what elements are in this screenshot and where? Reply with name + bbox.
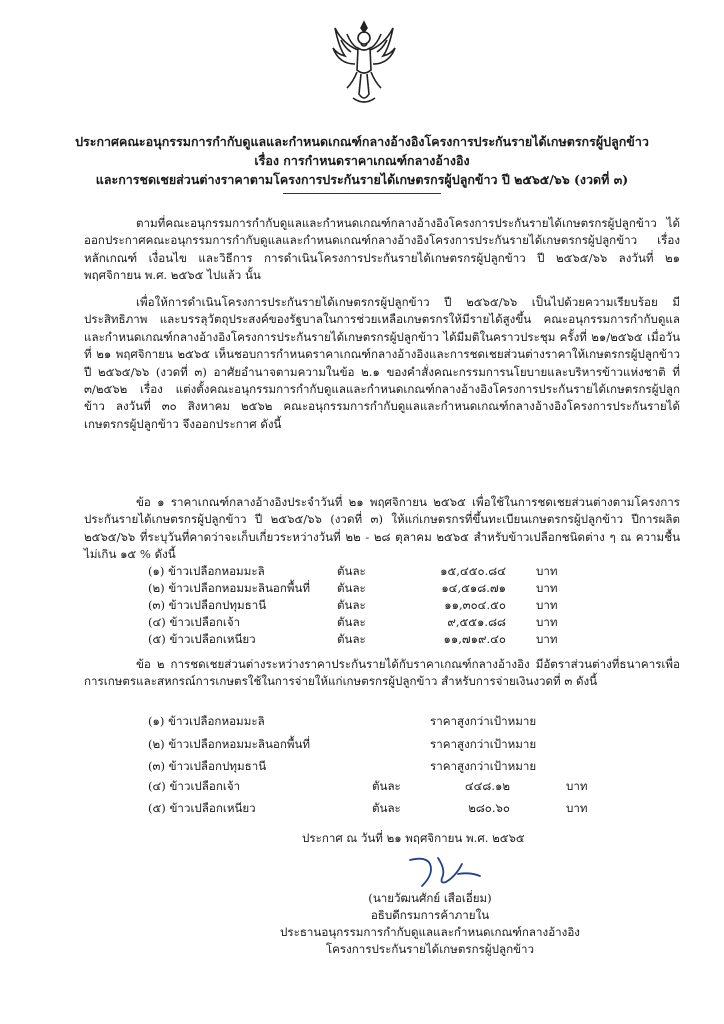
garuda-emblem-icon	[331, 18, 397, 108]
announcement-date: ประกาศ ณ วันที่ ๒๑ พฤศจิกายน พ.ศ. ๒๕๖๕	[302, 831, 525, 845]
title-line-1: ประกาศคณะอนุกรรมการกำกับดูแลและกำหนดเกณฑ์กลางอ้างอิงโครงการประกันรายได้เกษตรกรผู้ปลูกข้าว	[75, 134, 649, 149]
title-line-2: เรื่อง การกำหนดราคาเกณฑ์กลางอ้างอิง	[254, 153, 470, 168]
signature-icon	[400, 852, 490, 892]
paragraph-clause-2: ข้อ ๒ การชดเชยส่วนต่างระหว่างราคาประกันรายได้กับราคาเกณฑ์กลางอ้างอิง มีอัตราส่วนต่างที่ธนาคารเพื่อการเกษตรและสหกรณ์การเกษตรใช้ในการจ่ายให้แก่เกษตรกรผู้ปลูกข้าว สำหรับการจ่ายเงินงวดที่ ๓ ดังนี้	[84, 657, 680, 689]
title-line-3: และการชดเชยส่วนต่างราคาตามโครงการประกันรายได้เกษตรกรผู้ปลูกข้าว ปี ๒๕๖๕/๖๖ (งวดที่ ๓)	[95, 172, 629, 187]
signer-name: (นายวัฒนศักย์ เสือเอี่ยม)	[368, 891, 492, 905]
title-divider	[283, 193, 441, 194]
signer-position-1: อธิบดีกรมการค้าภายใน	[370, 908, 490, 922]
signer-position-3: โครงการประกันรายได้เกษตรกรผู้ปลูกข้าว	[325, 942, 535, 956]
signer-position-2: ประธานอนุกรรมการกำกับดูแลและกำหนดเกณฑ์กลางอ้างอิง	[280, 925, 580, 939]
announcement-page: ประกาศคณะอนุกรรมการกำกับดูแลและกำหนดเกณฑ์กลางอ้างอิงโครงการประกันรายได้เกษตรกรผู้ปลูกข้าว เรื่อง การกำหนดราคาเกณฑ์กลางอ้างอิง และการชดเชยส่วนต่างราคาตามโครงการประกันรายได้เกษตรกรผู้ปลูกข้าว ปี ๒๕๖๕/๖๖ (งวดที่ ๓) ตามที่คณะอนุกรรมการกำกับดูแลและกำหนดเกณฑ์กลางอ้างอิงโครงการประกันรายได้เกษตรกรผู้ปลูกข้าว ได้ออกประกาศคณะอนุกรรมการกำกับดูแลและกำหนดเกณฑ์กลางอ้างอิงโครงการประกันรายได้เกษตรกรผู้ปลูกข้าว เรื่อง หลักเกณฑ์ เงื่อนไข และวิธีการ การดำเนินโครงการประกันรายได้เกษตรกรผู้ปลูกข้าว ปี ๒๕๖๕/๖๖ ลงวันที่ ๒๑ พฤศจิกายน พ.ศ. ๒๕๖๕ ไปแล้ว นั้น เพื่อให้การดำเนินโครงการประกันรายได้เกษตรกรผู้ปลูกข้าว ปี ๒๕๖๕/๖๖ เป็นไปด้วยความเรียบร้อย มีประสิทธิภาพ และบรรลุวัตถุประสงค์ของรัฐบาลในการช่วยเหลือเกษตรกรให้มีรายได้สูงขึ้น คณะอนุกรรมการกำกับดูแลและกำหนดเกณฑ์กลางอ้างอิงโครงการประกันรายได้เกษตรกรผู้ปลูกข้าว ได้มีมติในคราวประชุม ครั้งที่ ๒๑/๒๕๖๕ เมื่อวันที่ ๒๑ พฤศจิกายน ๒๕๖๕ เห็นชอบการกำหนดราคาเกณฑ์กลางอ้างอิงและการชดเชยส่วนต่างราคาให้เกษตรกรผู้ปลูกข้าว ปี ๒๕๖๕/๖๖ (งวดที่ ๓) อาศัยอำนาจตามความในข้อ ๒.๑ ของคำสั่งคณะกรรมการนโยบายและบริหารข้าวแห่งชาติ ที่ ๓/๒๕๖๒ เรื่อง แต่งตั้งคณะอนุกรรมการกำกับดูแลและกำหนดเกณฑ์กลางอ้างอิงโครงการประกันรายได้เกษตรกรผู้ปลูกข้าว ลงวันที่ ๓๐ สิงหาคม ๒๕๖๒ คณะอนุกรรมการกำกับดูแลและกำหนดเกณฑ์กลางอ้างอิงโครงการประกันรายได้เกษตรกรผู้ปลูกข้าว จึงออกประกาศ ดังนี้ ข้อ ๑ ราคาเกณฑ์กลางอ้างอิงประจำวันที่ ๒๑ พฤศจิกายน ๒๕๖๕ เพื่อใช้ในการชดเชยส่วนต่างตามโครงการประกันรายได้เกษตรกรผู้ปลูกข้าว ปี ๒๕๖๕/๖๖ (งวดที่ ๓) ให้แก่เกษตรกรที่ขึ้นทะเบียนเกษตรกรผู้ปลูกข้าว ปีการผลิต ๒๕๖๕/๖๖ ที่ระบุวันที่คาดว่าจะเก็บเกี่ยวระหว่างวันที่ ๒๒ - ๒๘ ตุลาคม ๒๕๖๕ สำหรับข้าวเปลือกชนิดต่าง ๆ ณ ความชื้นไม่เกิน ๑๕ % ดังนี้ (๑) ข้าวเปลือกหอมมะลิ ตันละ ๑๕,๔๕๐.๘๔ บาท (๒) ข้าวเปลือกหอมมะลินอกพื้นที่ ตันละ ๑๔,๕๑๘.๗๑ บาท (๓) ข้าวเปลือกปทุมธานี ตันละ ๑๑,๓๐๔.๕๐ บาท (๔) ข้าวเปลือกเจ้า ตันละ ๙,๕๕๑.๘๘ บาท (๕) ข้าวเปลือกเหนียว ตันละ ๑๑,๗๑๙.๔๐ บาท ข้อ ๒ การชดเชยส่วนต่างระหว่างราคาประกันรายได้กับราคาเกณฑ์กลางอ้างอิง มีอัตราส่วนต่างที่ธนาคารเพื่อการเกษตรและสหกรณ์การเกษตรใช้ในการจ่ายให้แก่เกษตรกรผู้ปลูกข้าว สำหรับการจ่ายเงินงวดที่ ๓ ดังนี้ (๑) ข้าวเปลือกหอมมะลิ ราคาสูงกว่าเป้าหมาย (๒) ข้าวเปลือกหอมมะลินอกพื้นที่ ราคาสูงกว่าเป้าหมาย (๓) ข้าวเปลือกปทุมธานี ราคาสูงกว่าเป้าหมาย (๔) ข้าวเปลือกเจ้า ตันละ ๔๔๘.๑๒ บาท (๕) ข้าวเปลือกเหนียว ตันละ ๒๘๐.๖๐ บาท ประกาศ ณ วันที่ ๒๑ พฤศจิกายน พ.ศ. ๒๕๖๕ (นายวัฒนศักย์ เสือเอี่ยม) อธิบดีกรมการค้าภายใน ประธานอนุกรรมการกำกับดูแลและกำหนดเกณฑ์กลางอ้างอิง โครงการประกันรายได้เกษตรกรผู้ปลูกข้าว	[0, 0, 724, 1024]
paragraph-intro: ตามที่คณะอนุกรรมการกำกับดูแลและกำหนดเกณฑ์กลางอ้างอิงโครงการประกันรายได้เกษตรกรผู้ปลูกข้าว ได้ออกประกาศคณะอนุกรรมการกำกับดูแลและกำหนดเกณฑ์กลางอ้างอิงโครงการประกันรายได้เกษตรกรผู้ปลูกข้าว เรื่อง หลักเกณฑ์ เงื่อนไข และวิธีการ การดำเนินโครงการประกันรายได้เกษตรกรผู้ปลูกข้าว ปี ๒๕๖๕/๖๖ ลงวันที่ ๒๑ พฤศจิกายน พ.ศ. ๒๕๖๕ ไปแล้ว นั้น	[84, 216, 680, 283]
paragraph-resolution: เพื่อให้การดำเนินโครงการประกันรายได้เกษตรกรผู้ปลูกข้าว ปี ๒๕๖๕/๖๖ เป็นไปด้วยความเรียบร้อย มีประสิทธิภาพ และบรรลุวัตถุประสงค์ของรัฐบาลในการช่วยเหลือเกษตรกรให้มีรายได้สูงขึ้น คณะอนุกรรมการกำกับดูแลและกำหนดเกณฑ์กลางอ้างอิงโครงการประกันรายได้เกษตรกรผู้ปลูกข้าว ได้มีมติในคราวประชุม ครั้งที่ ๒๑/๒๕๖๕ เมื่อวันที่ ๒๑ พฤศจิกายน ๒๕๖๕ เห็นชอบการกำหนดราคาเกณฑ์กลางอ้างอิงและการชดเชยส่วนต่างราคาให้เกษตรกรผู้ปลูกข้าว ปี ๒๕๖๕/๖๖ (งวดที่ ๓) อาศัยอำนาจตามความในข้อ ๒.๑ ของคำสั่งคณะกรรมการนโยบายและบริหารข้าวแห่งชาติ ที่ ๓/๒๕๖๒ เรื่อง แต่งตั้งคณะอนุกรรมการกำกับดูแลและกำหนดเกณฑ์กลางอ้างอิงโครงการประกันรายได้เกษตรกรผู้ปลูกข้าว ลงวันที่ ๓๐ สิงหาคม ๒๕๖๒ คณะอนุกรรมการกำกับดูแลและกำหนดเกณฑ์กลางอ้างอิงโครงการประกันรายได้เกษตรกรผู้ปลูกข้าว จึงออกประกาศ ดังนี้	[84, 295, 680, 431]
paragraph-clause-1: ข้อ ๑ ราคาเกณฑ์กลางอ้างอิงประจำวันที่ ๒๑ พฤศจิกายน ๒๕๖๕ เพื่อใช้ในการชดเชยส่วนต่างตามโครงการประกันรายได้เกษตรกรผู้ปลูกข้าว ปี ๒๕๖๕/๖๖ (งวดที่ ๓) ให้แก่เกษตรกรที่ขึ้นทะเบียนเกษตรกรผู้ปลูกข้าว ปีการผลิต ๒๕๖๕/๖๖ ที่ระบุวันที่คาดว่าจะเก็บเกี่ยวระหว่างวันที่ ๒๒ - ๒๘ ตุลาคม ๒๕๖๕ สำหรับข้าวเปลือกชนิดต่าง ๆ ณ ความชื้นไม่เกิน ๑๕ % ดังนี้	[84, 495, 680, 562]
